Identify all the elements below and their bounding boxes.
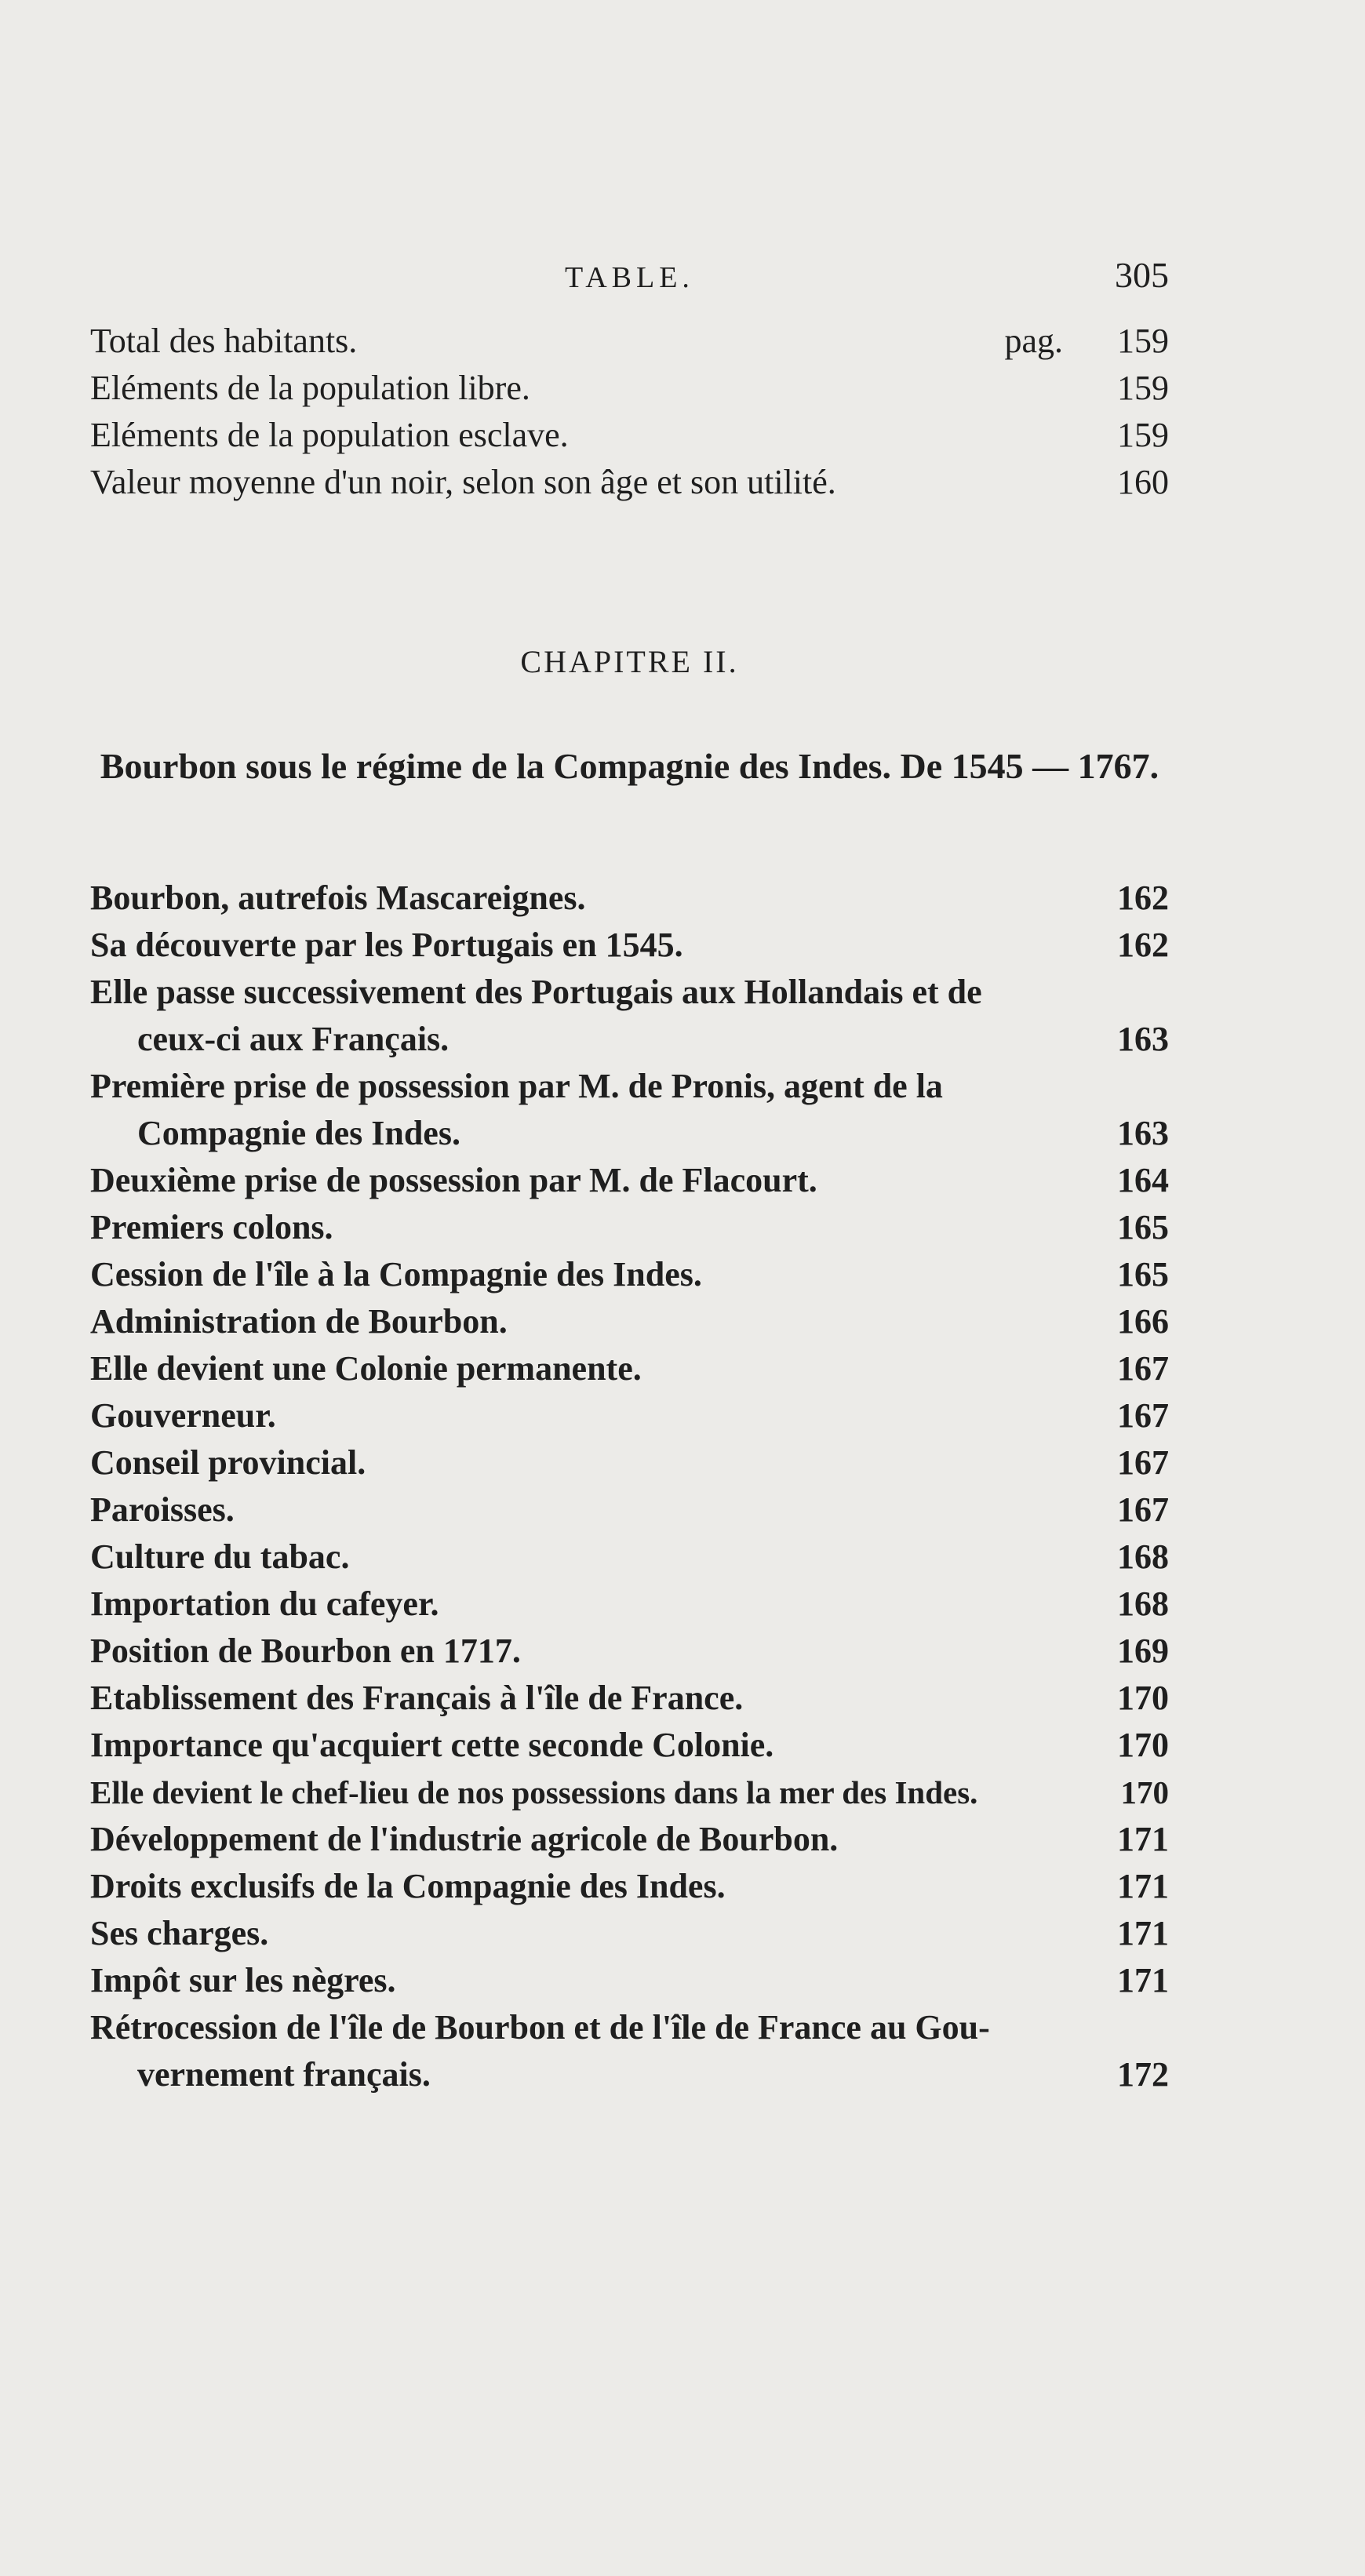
toc-entry bbox=[90, 1816, 1169, 1863]
entry-page: 167 bbox=[1117, 1396, 1169, 1435]
entry-text: Droits exclusifs de la Compagnie des Indes. bbox=[90, 1867, 726, 1905]
running-title: TABLE. bbox=[565, 261, 694, 294]
page-number: 305 bbox=[1115, 255, 1169, 295]
toc-entry bbox=[90, 318, 1169, 365]
entry-text: Paroisses. bbox=[90, 1490, 235, 1529]
entry-page: 162 bbox=[1117, 879, 1169, 917]
toc-entry bbox=[90, 1157, 1169, 1204]
entry-page: 172 bbox=[1117, 2055, 1169, 2094]
toc-entry bbox=[90, 1769, 1169, 1816]
chapter-heading: CHAPITRE II. bbox=[520, 644, 739, 679]
entry-text: Gouverneur. bbox=[90, 1396, 276, 1435]
entry-text: Cession de l'île à la Compagnie des Indes. bbox=[90, 1255, 702, 1293]
entry-page: 159 bbox=[1117, 322, 1169, 360]
entry-page: 167 bbox=[1117, 1443, 1169, 1482]
entry-page: 169 bbox=[1117, 1632, 1169, 1670]
toc-entry bbox=[90, 1628, 1169, 1675]
entry-page: 168 bbox=[1117, 1585, 1169, 1623]
entry-text: Importance qu'acquiert cette seconde Colonie. bbox=[90, 1726, 774, 1764]
toc-entry bbox=[90, 1722, 1169, 1769]
toc-entry bbox=[90, 1298, 1169, 1345]
toc-entry bbox=[90, 1534, 1169, 1581]
toc-entry bbox=[90, 1957, 1169, 2004]
entry-page: 171 bbox=[1117, 1867, 1169, 1905]
entry-page: 171 bbox=[1117, 1820, 1169, 1858]
entry-continuation: vernement français. bbox=[137, 2055, 431, 2094]
entry-page: 165 bbox=[1117, 1255, 1169, 1293]
toc-entry bbox=[90, 1910, 1169, 1957]
entry-text: Eléments de la population libre. bbox=[90, 369, 530, 407]
entry-text: Etablissement des Français à l'île de France. bbox=[90, 1679, 744, 1717]
entry-page: 163 bbox=[1117, 1114, 1169, 1152]
entry-page: 165 bbox=[1117, 1208, 1169, 1246]
toc-entry bbox=[90, 1439, 1169, 1486]
chapter-subtitle: Bourbon sous le régime de la Compagnie des Indes. De 1545 — 1767. bbox=[100, 746, 1159, 786]
toc-entry bbox=[90, 459, 1169, 506]
entry-page: 167 bbox=[1117, 1349, 1169, 1388]
entry-page: 170 bbox=[1120, 1774, 1169, 1810]
entry-text: Ses charges. bbox=[90, 1914, 269, 1952]
entry-text: Deuxième prise de possession par M. de Flacourt. bbox=[90, 1161, 817, 1199]
toc-entry bbox=[90, 922, 1169, 969]
page-header bbox=[90, 255, 1169, 315]
entry-text: Impôt sur les nègres. bbox=[90, 1961, 396, 1999]
entry-continuation: ceux-ci aux Français. bbox=[137, 1020, 450, 1058]
entry-text: Elle devient le chef-lieu de nos possessions dans la mer des Indes. bbox=[90, 1774, 978, 1810]
pag-label: pag. bbox=[1004, 322, 1063, 360]
toc-entry bbox=[90, 2004, 1169, 2098]
entry-page: 170 bbox=[1117, 1679, 1169, 1717]
entry-text: Elle passe successivement des Portugais aux Hollandais et de bbox=[90, 973, 982, 1011]
toc-entry bbox=[90, 1486, 1169, 1534]
entry-text: Développement de l'industrie agricole de Bourbon. bbox=[90, 1820, 839, 1858]
entry-text: Culture du tabac. bbox=[90, 1537, 350, 1576]
toc-entry bbox=[90, 1063, 1169, 1157]
toc-entry bbox=[90, 412, 1169, 459]
entry-text: Total des habitants. bbox=[90, 322, 358, 360]
entry-continuation: Compagnie des Indes. bbox=[137, 1114, 460, 1152]
entry-page: 160 bbox=[1117, 463, 1169, 501]
entry-page: 162 bbox=[1117, 926, 1169, 964]
entry-page: 166 bbox=[1117, 1302, 1169, 1341]
entry-text: Valeur moyenne d'un noir, selon son âge et son utilité. bbox=[90, 463, 836, 501]
toc-entry bbox=[90, 1675, 1169, 1722]
toc-entry bbox=[90, 1581, 1169, 1628]
entry-text: Première prise de possession par M. de Pronis, agent de la bbox=[90, 1067, 943, 1105]
toc-entry bbox=[90, 365, 1169, 412]
entry-text: Conseil provincial. bbox=[90, 1443, 366, 1482]
toc-entry bbox=[90, 1204, 1169, 1251]
entry-page: 163 bbox=[1117, 1020, 1169, 1058]
entry-text: Premiers colons. bbox=[90, 1208, 333, 1246]
entry-page: 168 bbox=[1117, 1537, 1169, 1576]
entry-text: Importation du cafeyer. bbox=[90, 1585, 439, 1623]
entry-page: 159 bbox=[1117, 369, 1169, 407]
entry-text: Sa découverte par les Portugais en 1545. bbox=[90, 926, 683, 964]
entry-text: Elle devient une Colonie permanente. bbox=[90, 1349, 642, 1388]
toc-entry bbox=[90, 875, 1169, 922]
entry-text: Position de Bourbon en 1717. bbox=[90, 1632, 521, 1670]
entry-text: Eléments de la population esclave. bbox=[90, 416, 569, 454]
entry-page: 171 bbox=[1117, 1961, 1169, 1999]
entry-text: Rétrocession de l'île de Bourbon et de l'île de France au Gou- bbox=[90, 2008, 990, 2047]
entry-page: 170 bbox=[1117, 1726, 1169, 1764]
toc-entry bbox=[90, 1251, 1169, 1298]
entry-page: 167 bbox=[1117, 1490, 1169, 1529]
entry-page: 159 bbox=[1117, 416, 1169, 454]
toc-entry bbox=[90, 969, 1169, 1063]
toc-entry bbox=[90, 1863, 1169, 1910]
toc-entry bbox=[90, 1345, 1169, 1392]
entry-page: 164 bbox=[1117, 1161, 1169, 1199]
entry-text: Bourbon, autrefois Mascareignes. bbox=[90, 879, 586, 917]
entry-page: 171 bbox=[1117, 1914, 1169, 1952]
entry-text: Administration de Bourbon. bbox=[90, 1302, 508, 1341]
toc-entry bbox=[90, 1392, 1169, 1439]
